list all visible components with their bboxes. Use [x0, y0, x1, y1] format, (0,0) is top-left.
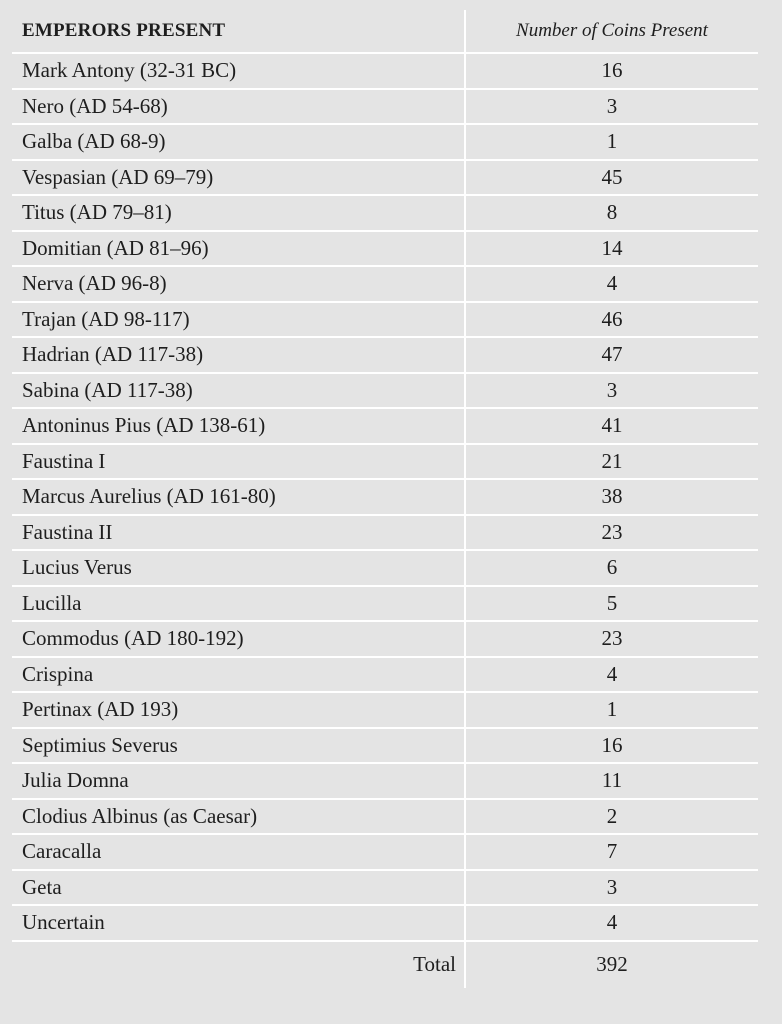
- table-row: [12, 90, 758, 126]
- emperor-name: Uncertain: [12, 906, 466, 940]
- coin-count: 3: [606, 93, 618, 118]
- table-row: [12, 374, 758, 410]
- emperor-name: Antoninus Pius (AD 138-61): [12, 409, 466, 443]
- total-value: 392: [596, 952, 628, 976]
- coin-count: 16: [601, 732, 623, 757]
- emperor-name: Faustina II: [12, 516, 466, 550]
- table-row: [12, 516, 758, 552]
- coin-count: 47: [601, 342, 623, 367]
- coin-count: 8: [606, 200, 618, 225]
- table-row: [12, 906, 758, 942]
- emperor-name: Marcus Aurelius (AD 161-80): [12, 480, 466, 514]
- table-row: [12, 409, 758, 445]
- emperor-name: Lucius Verus: [12, 551, 466, 585]
- coin-count: 4: [606, 910, 618, 935]
- header-emperors: EMPERORS PRESENT: [12, 10, 466, 52]
- table-header: [12, 10, 758, 54]
- coin-count: 11: [601, 768, 623, 793]
- coin-count: 2: [606, 803, 618, 828]
- table-row: [12, 232, 758, 268]
- table-row: [12, 303, 758, 339]
- table-row: [12, 551, 758, 587]
- coin-count: 4: [606, 661, 618, 686]
- emperor-name: Nerva (AD 96-8): [12, 267, 466, 301]
- coin-count: 4: [606, 271, 618, 296]
- coin-count: 41: [601, 413, 623, 438]
- table-body: [12, 54, 758, 942]
- table-row: [12, 622, 758, 658]
- coin-count: 6: [606, 555, 618, 580]
- emperor-name: Mark Antony (32-31 BC): [12, 54, 466, 88]
- emperor-name: Septimius Severus: [12, 729, 466, 763]
- table-row: [12, 658, 758, 694]
- header-coin-count: Number of Coins Present: [516, 20, 708, 41]
- emperor-name: Sabina (AD 117-38): [12, 374, 466, 408]
- emperor-name: Nero (AD 54-68): [12, 90, 466, 124]
- emperor-name: Trajan (AD 98-117): [12, 303, 466, 337]
- coin-count: 14: [601, 235, 623, 260]
- coin-count: 7: [606, 839, 618, 864]
- table-row: [12, 267, 758, 303]
- emperor-name: Vespasian (AD 69–79): [12, 161, 466, 195]
- table-row: [12, 835, 758, 871]
- emperor-name: Hadrian (AD 117-38): [12, 338, 466, 372]
- coin-count: 3: [606, 874, 618, 899]
- emperor-name: Clodius Albinus (as Caesar): [12, 800, 466, 834]
- table-row: [12, 196, 758, 232]
- table-row: [12, 445, 758, 481]
- emperor-name: Faustina I: [12, 445, 466, 479]
- table-row: [12, 54, 758, 90]
- table-row: [12, 693, 758, 729]
- emperor-name: Crispina: [12, 658, 466, 692]
- coin-count: 1: [606, 129, 618, 154]
- total-label: Total: [12, 942, 466, 988]
- emperor-name: Caracalla: [12, 835, 466, 869]
- emperor-name: Galba (AD 68-9): [12, 125, 466, 159]
- table-row: [12, 480, 758, 516]
- table-row: [12, 338, 758, 374]
- table-row: [12, 161, 758, 197]
- emperor-name: Julia Domna: [12, 764, 466, 798]
- emperor-name: Geta: [12, 871, 466, 905]
- coin-count: 45: [601, 164, 623, 189]
- emperor-name: Titus (AD 79–81): [12, 196, 466, 230]
- table-row: [12, 587, 758, 623]
- coin-count: 23: [601, 626, 623, 651]
- table-row: [12, 800, 758, 836]
- emperor-name: Commodus (AD 180-192): [12, 622, 466, 656]
- emperor-name: Domitian (AD 81–96): [12, 232, 466, 266]
- coin-count: 21: [601, 448, 623, 473]
- coin-count: 23: [601, 519, 623, 544]
- coin-table: [12, 10, 758, 988]
- coin-count: 38: [601, 484, 623, 509]
- table-row: [12, 871, 758, 907]
- coin-count: 3: [606, 377, 618, 402]
- table-row: [12, 729, 758, 765]
- emperor-name: Lucilla: [12, 587, 466, 621]
- total-row: [12, 942, 758, 988]
- table-row: [12, 764, 758, 800]
- coin-count: 5: [606, 590, 618, 615]
- coin-count: 46: [601, 306, 623, 331]
- emperor-name: Pertinax (AD 193): [12, 693, 466, 727]
- table-row: [12, 125, 758, 161]
- coin-count: 16: [601, 58, 623, 83]
- coin-count: 1: [606, 697, 618, 722]
